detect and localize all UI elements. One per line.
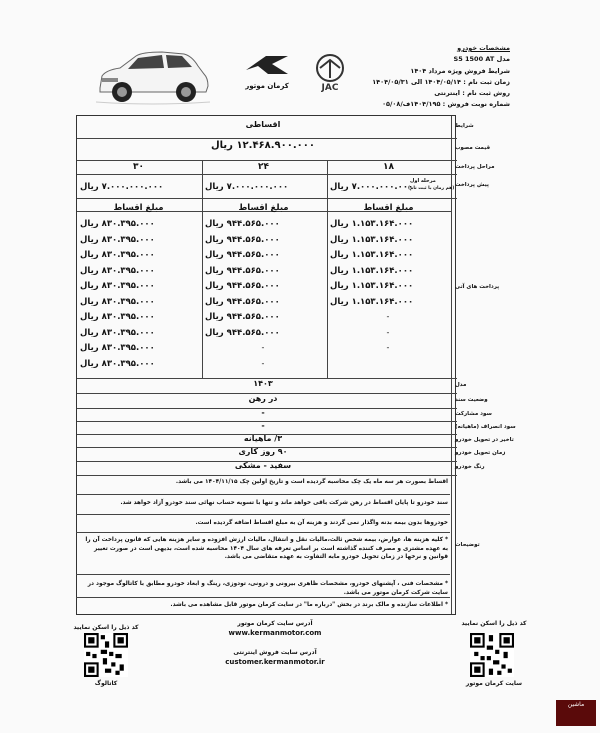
- label-stage1-sub: (هم زمان با ثبت نام): [408, 186, 455, 191]
- forfeit-value: -: [261, 421, 265, 430]
- right-qr-caption: کد ذیل را اسکن نمایید: [461, 620, 527, 627]
- label-stages: مراحل پرداخت: [455, 164, 495, 170]
- installment-amount: ۹۴۴.۵۶۵.۰۰۰ ریال: [205, 265, 280, 276]
- note-2: سند خودرو تا پایان اقساط در رهن شرکت باقی خواهد ماند و تنها با تسویه حساب نهائی سند خودرو آزاد خواهد شد.: [120, 500, 448, 506]
- note-5: * مشخصات فنی ، آپشنهای خودرو، مشخصات ظاهری بیرونی و درونی، تودوزی، رینگ و ابعاد خودرو مطابق با کاتالوگ موجود در سایت شرکت کرمان موتور می باشد.: [87, 581, 448, 596]
- model-year-value: ۱۴۰۳: [253, 379, 273, 388]
- row-sep: [77, 174, 457, 175]
- label-delay: تاخیر در تحویل خودرو: [455, 437, 514, 443]
- note-sep: [76, 494, 450, 495]
- plan-24-prepayment: ۷.۰۰۰.۰۰۰.۰۰۰ ریال: [205, 182, 289, 192]
- installment-amount: ۸۳۰.۳۹۵.۰۰۰ ریال: [80, 296, 155, 307]
- sale-label: آدرس سایت فروش اینترنتی: [233, 649, 317, 656]
- installment-amount: ۹۴۴.۵۶۵.۰۰۰ ریال: [205, 312, 280, 322]
- left-qr-caption: کد ذیل را اسکن نمایید: [73, 624, 139, 631]
- label-conditions: شرایط: [455, 123, 474, 129]
- installment-amount: ۱.۱۵۳.۱۶۴.۰۰۰ ریال: [330, 265, 414, 276]
- row-sep: [77, 475, 457, 476]
- kerman-logo-text: کرمان موتور: [245, 82, 289, 90]
- label-price: قیمت مصوب: [455, 145, 491, 151]
- spec-model: [290, 54, 510, 65]
- installment-amount: ۹۴۴.۵۶۵.۰۰۰ ریال: [205, 234, 280, 245]
- label-color: رنگ خودرو: [455, 464, 485, 470]
- row-sep: [77, 198, 457, 199]
- spec-block: [290, 43, 510, 111]
- installment-amount: ۸۳۰.۳۹۵.۰۰۰ ریال: [80, 312, 155, 322]
- installment-amount: ۸۳۰.۳۹۵.۰۰۰ ریال: [80, 219, 155, 229]
- installment-amount: ۱.۱۵۳.۱۶۴.۰۰۰ ریال: [330, 281, 414, 291]
- doc-status-value: در رهن: [248, 394, 278, 403]
- color-value: سفید - مشکی: [234, 461, 292, 470]
- label-prepay: پیش پرداخت: [455, 182, 489, 188]
- installment-amount: ۱.۱۵۳.۱۶۴.۰۰۰ ریال: [330, 234, 414, 245]
- installment-amount: ۸۳۰.۳۹۵.۰۰۰ ریال: [80, 327, 155, 338]
- spec-method: روش ثبت نام : اینترنتی: [434, 89, 510, 98]
- installment-amount: ۸۳۰.۳۹۵.۰۰۰ ریال: [80, 265, 155, 276]
- plan-col-divider: [327, 160, 328, 378]
- label-model-year: مدل: [455, 382, 467, 388]
- installment-amount: ۸۳۰.۳۹۵.۰۰۰ ریال: [80, 281, 155, 291]
- note-3: خودروها بدون بیمه بدنه واگذار نمی گردند و هزینه آن به مبلغ اقساط اضافه گردیده است.: [195, 520, 448, 526]
- installment-amount: ۹۴۴.۵۶۵.۰۰۰ ریال: [205, 250, 280, 260]
- label-installments: پرداخت های آتی: [455, 284, 500, 290]
- delay-value: ۳/ ماهیانه: [243, 434, 283, 443]
- spec-title: مشخصات خودرو: [457, 44, 510, 52]
- site-label: آدرس سایت کرمان موتور: [237, 620, 313, 627]
- label-partnership: سود مشارکت: [455, 411, 492, 417]
- installment-amount: ۱.۱۵۳.۱۶۴.۰۰۰ ریال: [330, 219, 414, 229]
- model-label: مدل: [496, 55, 510, 64]
- row-sep: [77, 160, 457, 161]
- car-image: [92, 44, 212, 106]
- installment-empty: -: [386, 343, 390, 352]
- delivery-value: ۹۰ روز کاری: [238, 447, 288, 456]
- installment-amount: ۱.۱۵۳.۱۶۴.۰۰۰ ریال: [330, 296, 414, 307]
- label-forfeit: سود انصراف (ماهیانه): [455, 424, 516, 430]
- note-6: * اطلاعات سازنده و مالک برند در بخش "درباره ما" در سایت کرمان موتور قابل مشاهده می باشد.: [170, 602, 448, 608]
- label-doc-status: وضعیت سند: [455, 397, 488, 403]
- plan-30-prepayment: ۷.۰۰۰.۰۰۰.۰۰۰ ریال: [80, 182, 164, 192]
- note-sep: [76, 597, 450, 598]
- spec-conditions: شرایط فروش ویژه مرداد ۱۴۰۴: [410, 66, 510, 75]
- plan-30-installment-header: مبلغ اقساط: [113, 203, 164, 213]
- site-qr-icon[interactable]: [470, 633, 514, 677]
- partnership-value: -: [261, 408, 265, 417]
- watermark-text: ماشین: [567, 701, 585, 708]
- label-stage1: مرحله اول: [410, 178, 436, 184]
- row-sep: [77, 138, 457, 139]
- spec-registration: زمان ثبت نام : ۱۴۰۴/۰۵/۱۴ الی ۱۴۰۴/۰۵/۳۱: [372, 77, 510, 86]
- installment-amount: ۹۴۴.۵۶۵.۰۰۰ ریال: [205, 296, 280, 307]
- left-qr-label: کاتالوگ: [94, 680, 118, 687]
- spec-sale-no: شماره نوبت فروش : ۱۴۰۴/۱۹۵ف/۰۵/۰۸: [382, 100, 510, 109]
- kerman-motor-logo: [236, 52, 298, 92]
- sale-url[interactable]: customer.kermanmotor.ir: [225, 658, 325, 666]
- model-value: S5 1500 AT: [453, 55, 495, 64]
- installment-amount: ۹۴۴.۵۶۵.۰۰۰ ریال: [205, 281, 280, 291]
- note-sep: [76, 532, 450, 533]
- label-notes: توضیحات: [455, 542, 480, 548]
- condition-value: اقساطی: [245, 120, 281, 129]
- plan-18-installment-header: مبلغ اقساط: [363, 203, 414, 213]
- installment-empty: -: [386, 312, 390, 321]
- installment-amount: ۱.۱۵۳.۱۶۴.۰۰۰ ریال: [330, 250, 414, 260]
- installment-amount: ۸۳۰.۳۹۵.۰۰۰ ریال: [80, 250, 155, 260]
- note-4: * کلیه هزینه ها، عوارض، بیمه شخص ثالث،مالیات نقل و انتقال، مالیات ارزش افزوده و سایر هزینه هایی که قانون پرداخت آن را به عهده مشتری و مصرف کننده گذاشته است بر اساس تعرفه های سال ۱۴۰۴ محاسبه شده است، بدیهی است در صورت تغییر قوانین و نرخها در زمان تحویل خودرو مابه التفاوت به عهده متقاضی می باشد.: [85, 537, 448, 561]
- installment-amount: ۹۴۴.۵۶۵.۰۰۰ ریال: [205, 327, 280, 338]
- installment-empty: -: [261, 343, 265, 352]
- installment-amount: ۸۳۰.۳۹۵.۰۰۰ ریال: [80, 358, 155, 369]
- price-value: ۱۲.۴۶۸.۹۰۰.۰۰۰ ریال: [211, 140, 315, 151]
- label-delivery: زمان تحویل خودرو: [455, 450, 506, 456]
- plan-24-installment-header: مبلغ اقساط: [238, 203, 289, 213]
- installment-empty: -: [386, 327, 390, 337]
- note-sep: [76, 574, 450, 575]
- watermark-badge: [556, 700, 596, 726]
- plan-30-months: ۳۰: [133, 162, 144, 172]
- installment-amount: ۸۳۰.۳۹۵.۰۰۰ ریال: [80, 343, 155, 353]
- plan-col-divider: [202, 160, 203, 378]
- plan-24-months: ۲۴: [258, 162, 269, 172]
- installment-amount: ۸۳۰.۳۹۵.۰۰۰ ریال: [80, 234, 155, 245]
- catalog-qr-icon[interactable]: [84, 633, 128, 677]
- kerman-logo-icon: [236, 52, 298, 78]
- jac-logo-text: JAC: [321, 83, 339, 92]
- note-1: اقساط بصورت هر سه ماه یک چک محاسبه گردیده است و تاریخ اولین چک ۱۴۰۴/۱۱/۱۵ می باشد.: [175, 479, 448, 485]
- site-url[interactable]: www.kermanmotor.com: [228, 629, 322, 637]
- note-sep: [76, 514, 450, 515]
- installment-empty: -: [261, 358, 265, 368]
- plan-18-months: ۱۸: [383, 162, 394, 172]
- plan-18-prepayment: ۷.۰۰۰.۰۰۰.۰۰۰ ریال: [330, 182, 414, 192]
- installment-amount: ۹۴۴.۵۶۵.۰۰۰ ریال: [205, 219, 280, 229]
- right-qr-label: سایت کرمان موتور: [465, 680, 523, 687]
